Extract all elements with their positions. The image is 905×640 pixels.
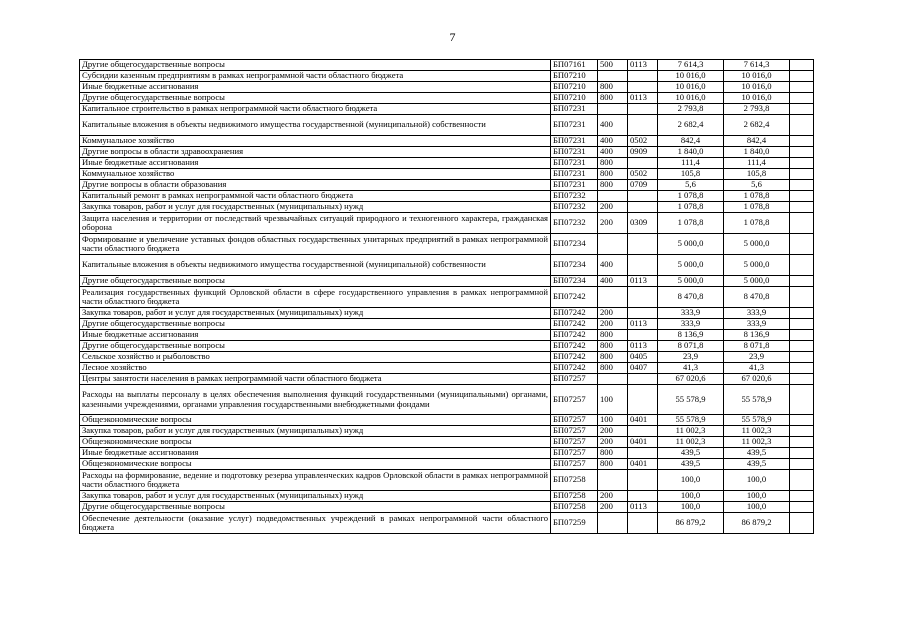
row-sum-1: 10 016,0: [658, 82, 724, 93]
row-empty-cell: [790, 158, 814, 169]
row-sum-1: 439,5: [658, 459, 724, 470]
row-sum-1: 55 578,9: [658, 385, 724, 415]
row-sum-2: 2 682,4: [724, 115, 790, 136]
table-row: [80, 60, 814, 71]
row-sum-1: 2 793,8: [658, 104, 724, 115]
row-code: БП07231: [551, 169, 598, 180]
row-name: Расходы на выплаты персоналу в целях обеспечения выполнения функций государственными (муниципальными) органами, казенными учреждениями, органами управления государственными внебюджетными фондами: [80, 385, 551, 415]
table-row: [80, 319, 814, 330]
row-vr: 800: [598, 341, 628, 352]
row-name: Капитальные вложения в объекты недвижимого имущества государственной (муниципальной) собственности: [80, 115, 551, 136]
row-name: Иные бюджетные ассигнования: [80, 82, 551, 93]
row-sum-1: 67 020,6: [658, 374, 724, 385]
row-rz: [628, 158, 658, 169]
row-code: БП07234: [551, 234, 598, 255]
table-row: [80, 308, 814, 319]
row-sum-2: 23,9: [724, 352, 790, 363]
row-rz: 0502: [628, 136, 658, 147]
row-vr: 200: [598, 426, 628, 437]
row-sum-2: 105,8: [724, 169, 790, 180]
row-vr: 200: [598, 213, 628, 234]
table-row: [80, 104, 814, 115]
row-sum-2: 10 016,0: [724, 82, 790, 93]
row-rz: 0407: [628, 363, 658, 374]
row-name: Центры занятости населения в рамках непрограммной части областного бюджета: [80, 374, 551, 385]
row-code: БП07258: [551, 502, 598, 513]
row-sum-1: 1 840,0: [658, 147, 724, 158]
row-vr: 200: [598, 502, 628, 513]
row-name: Закупка товаров, работ и услуг для государственных (муниципальных) нужд: [80, 491, 551, 502]
row-empty-cell: [790, 330, 814, 341]
row-sum-1: 111,4: [658, 158, 724, 169]
row-rz: [628, 448, 658, 459]
row-sum-1: 105,8: [658, 169, 724, 180]
table-row: [80, 82, 814, 93]
row-name: Обеспечение деятельности (оказание услуг) подведомственных учреждений в рамках непрограммной части областного бюджета: [80, 513, 551, 534]
table-row: [80, 180, 814, 191]
row-rz: 0309: [628, 213, 658, 234]
row-sum-1: 41,3: [658, 363, 724, 374]
row-rz: 0113: [628, 341, 658, 352]
row-sum-1: 10 016,0: [658, 71, 724, 82]
row-name: Защита населения и территории от последствий чрезвычайных ситуаций природного и техногенного характера, гражданская оборона: [80, 213, 551, 234]
row-sum-1: 86 879,2: [658, 513, 724, 534]
row-empty-cell: [790, 459, 814, 470]
row-vr: 400: [598, 276, 628, 287]
row-empty-cell: [790, 287, 814, 308]
row-sum-2: 11 002,3: [724, 437, 790, 448]
row-name: Другие вопросы в области образования: [80, 180, 551, 191]
row-name: Капитальные вложения в объекты недвижимого имущества государственной (муниципальной) собственности: [80, 255, 551, 276]
row-sum-2: 5 000,0: [724, 234, 790, 255]
row-empty-cell: [790, 513, 814, 534]
row-name: Другие общегосударственные вопросы: [80, 319, 551, 330]
table-row: [80, 341, 814, 352]
row-sum-1: 2 682,4: [658, 115, 724, 136]
row-rz: [628, 115, 658, 136]
table-row: [80, 426, 814, 437]
row-name: Формирование и увеличение уставных фондов областных государственных унитарных предприятий в рамках непрограммной части областного бюджета: [80, 234, 551, 255]
row-rz: 0709: [628, 180, 658, 191]
row-empty-cell: [790, 448, 814, 459]
row-vr: 800: [598, 180, 628, 191]
table-row: [80, 71, 814, 82]
row-empty-cell: [790, 363, 814, 374]
row-sum-1: 100,0: [658, 491, 724, 502]
row-name: Реализация государственных функций Орловской области в сфере государственного управления в рамках непрограммной части областного бюджета: [80, 287, 551, 308]
row-sum-1: 1 078,8: [658, 202, 724, 213]
row-name: Другие общегосударственные вопросы: [80, 93, 551, 104]
row-empty-cell: [790, 491, 814, 502]
page-number: 7: [449, 30, 456, 44]
row-name: Капитальный ремонт в рамках непрограммной части областного бюджета: [80, 191, 551, 202]
row-sum-1: 55 578,9: [658, 415, 724, 426]
row-sum-1: 100,0: [658, 502, 724, 513]
row-sum-1: 1 078,8: [658, 213, 724, 234]
row-vr: 100: [598, 385, 628, 415]
row-name: Лесное хозяйство: [80, 363, 551, 374]
row-sum-1: 7 614,3: [658, 60, 724, 71]
row-name: Общеэкономические вопросы: [80, 437, 551, 448]
row-sum-2: 7 614,3: [724, 60, 790, 71]
row-empty-cell: [790, 255, 814, 276]
row-code: БП07242: [551, 363, 598, 374]
row-code: БП07210: [551, 82, 598, 93]
row-empty-cell: [790, 115, 814, 136]
row-sum-2: 333,9: [724, 308, 790, 319]
table-row: [80, 470, 814, 491]
row-empty-cell: [790, 502, 814, 513]
row-name: Закупка товаров, работ и услуг для государственных (муниципальных) нужд: [80, 426, 551, 437]
row-vr: 200: [598, 319, 628, 330]
table-row: [80, 276, 814, 287]
row-sum-2: 100,0: [724, 470, 790, 491]
row-sum-2: 2 793,8: [724, 104, 790, 115]
row-name: Общеэкономические вопросы: [80, 459, 551, 470]
row-empty-cell: [790, 308, 814, 319]
row-rz: 0113: [628, 319, 658, 330]
row-rz: [628, 71, 658, 82]
row-rz: [628, 104, 658, 115]
table-row: [80, 459, 814, 470]
row-name: Другие общегосударственные вопросы: [80, 60, 551, 71]
table-row: [80, 234, 814, 255]
row-rz: [628, 330, 658, 341]
row-rz: 0113: [628, 502, 658, 513]
table-row: [80, 115, 814, 136]
row-name: Расходы на формирование, ведение и подготовку резерва управленческих кадров Орловской области в рамках непрограммной части областного бюджета: [80, 470, 551, 491]
row-empty-cell: [790, 213, 814, 234]
row-sum-1: 439,5: [658, 448, 724, 459]
row-name: Субсидии казенным предприятиям в рамках непрограммной части областного бюджета: [80, 71, 551, 82]
row-empty-cell: [790, 136, 814, 147]
row-rz: 0909: [628, 147, 658, 158]
row-empty-cell: [790, 93, 814, 104]
row-vr: 400: [598, 115, 628, 136]
row-sum-2: 55 578,9: [724, 415, 790, 426]
row-sum-1: 5,6: [658, 180, 724, 191]
row-empty-cell: [790, 82, 814, 93]
table-row: [80, 191, 814, 202]
row-sum-2: 842,4: [724, 136, 790, 147]
row-sum-2: 1 078,8: [724, 213, 790, 234]
table-row: [80, 255, 814, 276]
row-empty-cell: [790, 104, 814, 115]
row-vr: 800: [598, 330, 628, 341]
row-rz: [628, 426, 658, 437]
row-sum-2: 11 002,3: [724, 426, 790, 437]
row-rz: [628, 491, 658, 502]
table-row: [80, 513, 814, 534]
row-sum-2: 67 020,6: [724, 374, 790, 385]
row-rz: 0401: [628, 437, 658, 448]
row-vr: 400: [598, 136, 628, 147]
row-sum-1: 23,9: [658, 352, 724, 363]
row-sum-1: 5 000,0: [658, 234, 724, 255]
row-empty-cell: [790, 470, 814, 491]
row-name: Общеэкономические вопросы: [80, 415, 551, 426]
row-vr: [598, 470, 628, 491]
row-sum-2: 1 078,8: [724, 202, 790, 213]
row-code: БП07242: [551, 319, 598, 330]
row-code: БП07231: [551, 147, 598, 158]
row-sum-2: 41,3: [724, 363, 790, 374]
row-name: Иные бюджетные ассигнования: [80, 330, 551, 341]
row-rz: [628, 513, 658, 534]
table-row: [80, 374, 814, 385]
row-sum-1: 10 016,0: [658, 93, 724, 104]
row-empty-cell: [790, 202, 814, 213]
row-name: Закупка товаров, работ и услуг для государственных (муниципальных) нужд: [80, 202, 551, 213]
row-sum-2: 8 470,8: [724, 287, 790, 308]
row-empty-cell: [790, 71, 814, 82]
row-sum-1: 5 000,0: [658, 255, 724, 276]
table-row: [80, 491, 814, 502]
row-rz: 0401: [628, 415, 658, 426]
row-rz: 0405: [628, 352, 658, 363]
row-rz: [628, 191, 658, 202]
row-vr: [598, 287, 628, 308]
table-row: [80, 448, 814, 459]
row-sum-1: 8 136,9: [658, 330, 724, 341]
table-row: [80, 437, 814, 448]
row-code: БП07242: [551, 287, 598, 308]
row-vr: 400: [598, 255, 628, 276]
row-vr: 200: [598, 437, 628, 448]
row-sum-2: 8 071,8: [724, 341, 790, 352]
row-empty-cell: [790, 374, 814, 385]
row-name: Сельское хозяйство и рыболовство: [80, 352, 551, 363]
row-rz: [628, 82, 658, 93]
row-sum-2: 333,9: [724, 319, 790, 330]
row-vr: 500: [598, 60, 628, 71]
row-empty-cell: [790, 147, 814, 158]
row-code: БП07242: [551, 308, 598, 319]
row-empty-cell: [790, 426, 814, 437]
row-empty-cell: [790, 180, 814, 191]
row-vr: 800: [598, 352, 628, 363]
row-code: БП07231: [551, 104, 598, 115]
row-sum-1: 1 078,8: [658, 191, 724, 202]
row-empty-cell: [790, 437, 814, 448]
row-sum-2: 439,5: [724, 459, 790, 470]
row-vr: 100: [598, 415, 628, 426]
row-rz: [628, 374, 658, 385]
row-name: Капитальное строительство в рамках непрограммной части областного бюджета: [80, 104, 551, 115]
row-sum-1: 8 071,8: [658, 341, 724, 352]
row-sum-2: 10 016,0: [724, 71, 790, 82]
row-empty-cell: [790, 319, 814, 330]
row-name: Другие общегосударственные вопросы: [80, 502, 551, 513]
row-sum-2: 1 840,0: [724, 147, 790, 158]
table-row: [80, 415, 814, 426]
row-code: БП07231: [551, 115, 598, 136]
row-name: Другие вопросы в области здравоохранения: [80, 147, 551, 158]
row-empty-cell: [790, 352, 814, 363]
row-vr: [598, 191, 628, 202]
table-row: [80, 136, 814, 147]
row-vr: [598, 234, 628, 255]
row-sum-2: 100,0: [724, 502, 790, 513]
row-code: БП07242: [551, 341, 598, 352]
table-row: [80, 287, 814, 308]
row-sum-2: 5,6: [724, 180, 790, 191]
row-rz: 0401: [628, 459, 658, 470]
row-sum-1: 11 002,3: [658, 426, 724, 437]
row-rz: [628, 385, 658, 415]
row-sum-2: 55 578,9: [724, 385, 790, 415]
row-vr: 200: [598, 491, 628, 502]
row-sum-2: 1 078,8: [724, 191, 790, 202]
row-empty-cell: [790, 60, 814, 71]
row-code: БП07234: [551, 276, 598, 287]
table-row: [80, 385, 814, 415]
row-code: БП07257: [551, 415, 598, 426]
row-empty-cell: [790, 341, 814, 352]
row-code: БП07242: [551, 330, 598, 341]
row-code: БП07258: [551, 491, 598, 502]
row-code: БП07210: [551, 93, 598, 104]
row-vr: [598, 374, 628, 385]
row-sum-1: 333,9: [658, 319, 724, 330]
row-sum-1: 100,0: [658, 470, 724, 491]
row-sum-2: 111,4: [724, 158, 790, 169]
row-rz: [628, 287, 658, 308]
row-code: БП07242: [551, 352, 598, 363]
table-row: [80, 147, 814, 158]
row-code: БП07257: [551, 426, 598, 437]
row-vr: [598, 513, 628, 534]
row-code: БП07234: [551, 255, 598, 276]
row-rz: [628, 308, 658, 319]
row-name: Иные бюджетные ассигнования: [80, 158, 551, 169]
row-empty-cell: [790, 191, 814, 202]
row-vr: 200: [598, 308, 628, 319]
table-row: [80, 330, 814, 341]
row-code: БП07257: [551, 437, 598, 448]
row-code: БП07210: [551, 71, 598, 82]
row-vr: 800: [598, 93, 628, 104]
table-row: [80, 158, 814, 169]
row-rz: [628, 202, 658, 213]
row-sum-2: 439,5: [724, 448, 790, 459]
row-code: БП07259: [551, 513, 598, 534]
row-code: БП07231: [551, 158, 598, 169]
row-sum-2: 100,0: [724, 491, 790, 502]
table-row: [80, 93, 814, 104]
row-name: Коммунальное хозяйство: [80, 136, 551, 147]
row-vr: 800: [598, 363, 628, 374]
table-row: [80, 502, 814, 513]
row-empty-cell: [790, 169, 814, 180]
budget-table: [79, 59, 814, 534]
row-code: БП07257: [551, 374, 598, 385]
row-vr: 800: [598, 158, 628, 169]
row-rz: 0502: [628, 169, 658, 180]
row-code: БП07232: [551, 213, 598, 234]
row-code: БП07257: [551, 385, 598, 415]
row-code: БП07258: [551, 470, 598, 491]
row-vr: [598, 104, 628, 115]
row-rz: [628, 470, 658, 491]
row-empty-cell: [790, 385, 814, 415]
row-rz: [628, 255, 658, 276]
row-sum-1: 11 002,3: [658, 437, 724, 448]
row-code: БП07257: [551, 459, 598, 470]
row-name: Другие общегосударственные вопросы: [80, 276, 551, 287]
table-row: [80, 352, 814, 363]
row-code: БП07257: [551, 448, 598, 459]
row-sum-2: 10 016,0: [724, 93, 790, 104]
row-sum-2: 5 000,0: [724, 276, 790, 287]
row-rz: 0113: [628, 60, 658, 71]
row-vr: 800: [598, 82, 628, 93]
table-row: [80, 213, 814, 234]
table-row: [80, 169, 814, 180]
row-empty-cell: [790, 276, 814, 287]
row-name: Закупка товаров, работ и услуг для государственных (муниципальных) нужд: [80, 308, 551, 319]
row-name: Коммунальное хозяйство: [80, 169, 551, 180]
row-vr: 800: [598, 459, 628, 470]
row-code: БП07231: [551, 180, 598, 191]
row-rz: [628, 234, 658, 255]
row-empty-cell: [790, 234, 814, 255]
table-row: [80, 363, 814, 374]
table-row: [80, 202, 814, 213]
row-rz: 0113: [628, 276, 658, 287]
row-sum-1: 842,4: [658, 136, 724, 147]
row-sum-1: 5 000,0: [658, 276, 724, 287]
row-code: БП07231: [551, 136, 598, 147]
row-vr: 400: [598, 147, 628, 158]
row-vr: [598, 71, 628, 82]
row-vr: 200: [598, 202, 628, 213]
row-sum-1: 8 470,8: [658, 287, 724, 308]
row-code: БП07232: [551, 202, 598, 213]
row-vr: 800: [598, 448, 628, 459]
row-sum-2: 8 136,9: [724, 330, 790, 341]
row-sum-2: 5 000,0: [724, 255, 790, 276]
row-sum-1: 333,9: [658, 308, 724, 319]
row-name: Иные бюджетные ассигнования: [80, 448, 551, 459]
row-vr: 800: [598, 169, 628, 180]
row-name: Другие общегосударственные вопросы: [80, 341, 551, 352]
row-code: БП07161: [551, 60, 598, 71]
row-code: БП07232: [551, 191, 598, 202]
row-rz: 0113: [628, 93, 658, 104]
row-sum-2: 86 879,2: [724, 513, 790, 534]
row-empty-cell: [790, 415, 814, 426]
